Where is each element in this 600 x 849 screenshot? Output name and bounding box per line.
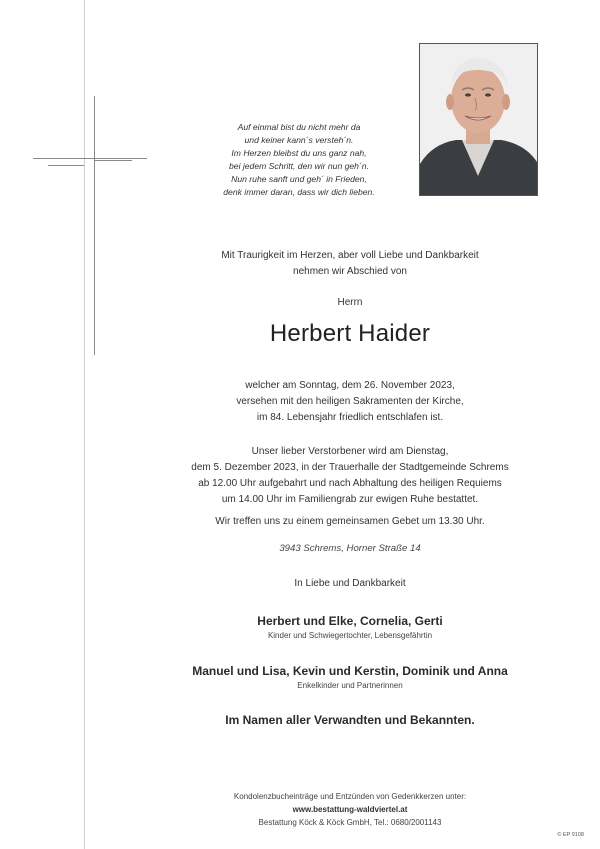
- funeral-line: Unser lieber Verstorbener wird am Dienstag,: [251, 446, 449, 457]
- prayer-note: Wir treffen uns zu einem gemeinsamen Gebet um 13.30 Uhr.: [215, 516, 485, 527]
- salutation: Herrn: [337, 297, 363, 308]
- address: 3943 Schrems, Horner Straße 14: [279, 543, 421, 554]
- notice-line: im 84. Lebensjahr friedlich entschlafen ist.: [256, 412, 444, 423]
- death-notice: [90, 378, 600, 426]
- family-relation-2: Enkelkinder und Partnerinnen: [297, 681, 403, 690]
- family-names-1: Herbert und Elke, Cornelia, Gerti: [257, 614, 443, 628]
- left-border-line: [84, 0, 85, 849]
- footer-line-1: Kondolenzbucheinträge und Entzünden von Gedenkkerzen unter:: [233, 792, 467, 801]
- poem-verse: [196, 121, 402, 199]
- website-link[interactable]: www.bestattung-waldviertel.at: [292, 805, 408, 814]
- notice-line: versehen mit den heiligen Sakramenten der Kirche,: [236, 396, 464, 407]
- verse-line: und keiner kann´s versteh´n.: [244, 135, 354, 145]
- verse-line: denk immer daran, dass wir dich lieben.: [223, 187, 375, 197]
- verse-line: Im Herzen bleibst du uns ganz nah,: [231, 148, 367, 158]
- intro-line: Mit Traurigkeit im Herzen, aber voll Liebe und Dankbarkeit: [221, 250, 479, 261]
- portrait-photo: [419, 43, 538, 196]
- print-code: © EP 9108: [557, 832, 584, 838]
- family-names-2: Manuel und Lisa, Kevin und Kerstin, Dominik und Anna: [192, 664, 508, 678]
- closing-line: Im Namen aller Verwandten und Bekannten.: [225, 713, 475, 727]
- notice-line: welcher am Sonntag, dem 26. November 2023,: [245, 380, 455, 391]
- in-love-line: In Liebe und Dankbarkeit: [294, 578, 406, 589]
- funeral-line: ab 12.00 Uhr aufgebahrt und nach Abhaltung des heiligen Requiems: [198, 478, 502, 489]
- verse-line: Nun ruhe sanft und geh´ in Frieden,: [231, 174, 367, 184]
- footer-line-3: Bestattung Köck & Köck GmbH, Tel.: 0680/2001143: [258, 818, 442, 827]
- funeral-details: [90, 444, 600, 508]
- funeral-line: um 14.00 Uhr im Familiengrab zur ewigen Ruhe bestattet.: [221, 494, 479, 505]
- intro-text: [90, 248, 600, 280]
- footer: [90, 790, 600, 829]
- deceased-name: Herbert Haider: [269, 320, 431, 347]
- verse-line: bei jedem Schritt, den wir nun geh´n.: [229, 161, 369, 171]
- family-relation-1: Kinder und Schwiegertochter, Lebensgefährtin: [267, 631, 433, 640]
- intro-line: nehmen wir Abschied von: [293, 266, 407, 277]
- funeral-line: dem 5. Dezember 2023, in der Trauerhalle der Stadtgemeinde Schrems: [191, 462, 509, 473]
- verse-line: Auf einmal bist du nicht mehr da: [237, 122, 361, 132]
